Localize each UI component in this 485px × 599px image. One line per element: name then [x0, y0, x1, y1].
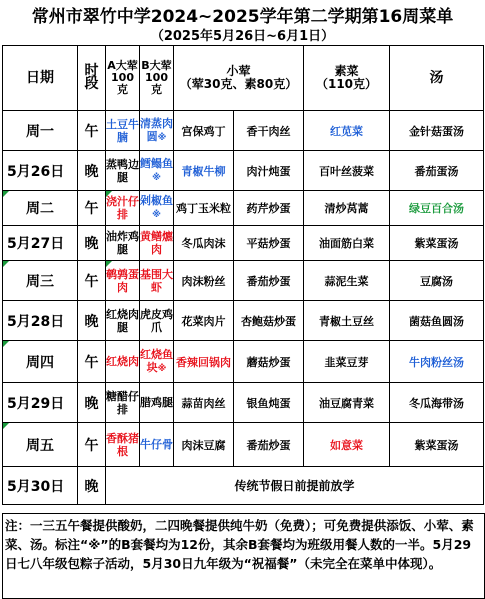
slot-lunch: 午 [78, 261, 106, 301]
tue-lunch-b [140, 191, 174, 226]
page-title: 常州市翠竹中学2024~2025学年第二学期第16周菜单 [31, 7, 454, 27]
fri-lunch-small2: 番茄炒蛋 [234, 423, 304, 467]
slot-lunch: 午 [78, 111, 106, 151]
wed-dinner-a: 红烧肉腿 [106, 301, 140, 341]
thu-dinner-veg: 油豆腐青菜 [304, 383, 390, 423]
wed-dinner-small: 花菜肉片 [174, 301, 234, 341]
header-a-meat: A大荤100克 [106, 46, 140, 111]
mon-dinner-row [3, 151, 484, 191]
thu-lunch-row [3, 341, 484, 383]
mon-lunch-a: 土豆牛腩 [106, 111, 140, 151]
header-date: 日期 [3, 46, 78, 111]
day-mon: 周一 [3, 111, 78, 151]
header-veg [304, 46, 390, 111]
wed-dinner-b: 虎皮鸡爪 [140, 301, 174, 341]
fri-lunch-small: 肉沫豆腐 [174, 423, 234, 467]
header-soup: 汤 [390, 46, 484, 111]
wed-lunch-a: 鹌鹑蛋肉 [106, 261, 140, 301]
mon-dinner-soup: 番茄蛋汤 [390, 151, 484, 191]
wed-dinner-soup: 菌菇鱼圆汤 [390, 301, 484, 341]
header-veg-label: 素菜 [334, 64, 359, 78]
slot-dinner: 晚 [78, 301, 106, 341]
thu-lunch-a: 红烧肉 [106, 341, 140, 383]
tue-dinner-veg: 油面筋白菜 [304, 226, 390, 261]
wed-dinner-small2: 杏鲍菇炒蛋 [234, 301, 304, 341]
tue-dinner-small: 冬瓜肉沫 [174, 226, 234, 261]
tue-lunch-soup: 绿豆百合汤 [390, 191, 484, 226]
thu-lunch-b-mark: ※ [157, 363, 167, 374]
tue-dinner-small2: 平菇炒蛋 [234, 226, 304, 261]
slot-dinner: 晚 [78, 226, 106, 261]
thu-lunch-b-name: 红烧鱼块 [140, 347, 173, 374]
thu-lunch-veg: 韭菜豆芽 [304, 341, 390, 383]
fri-lunch-a: 香酥猪根 [106, 423, 140, 467]
wed-lunch-small: 肉沫粉丝 [174, 261, 234, 301]
header-veg-sub: （110克） [315, 77, 378, 91]
slot-lunch: 午 [78, 423, 106, 467]
tue-dinner-soup: 紫菜蛋汤 [390, 226, 484, 261]
mon-dinner-small: 青椒牛柳 [174, 151, 234, 191]
wed-dinner-veg: 青椒土豆丝 [304, 301, 390, 341]
thu-lunch-soup: 牛肉粉丝汤 [390, 341, 484, 383]
tue-lunch-veg: 清炒莴蒿 [304, 191, 390, 226]
slot-lunch: 午 [78, 341, 106, 383]
fri-lunch-veg: 如意菜 [304, 423, 390, 467]
slot-dinner: 晚 [78, 151, 106, 191]
wed-lunch-b: 基围大虾 [140, 261, 174, 301]
tue-lunch-a: 浇汁仔排 [106, 191, 140, 226]
mon-dinner-b-name: 鳕鳎鱼 [140, 156, 173, 170]
thu-dinner-b: 腊鸡腿 [140, 383, 174, 423]
thu-dinner-a: 糖醋仔排 [106, 383, 140, 423]
footnote: 注：一三五午餐提供酸奶，二四晚餐提供纯牛奶（免费）；可免费提供添饭、小荤、素菜、汤。标注“※”的B套餐均为12份，其余B套餐均为班级用餐人数的一半。5月29日七八年级包粽子活动，5月30日九年级为“祝福餐”（未完全在菜单中体现）。 [2, 513, 485, 599]
header-small-meat-label: 小荤 [226, 64, 251, 78]
header-slot: 时段 [78, 46, 106, 111]
date-fri: 5月30日 [3, 467, 78, 505]
tue-lunch-b-mark: ※ [152, 210, 161, 220]
mon-dinner-veg: 百叶丝菠菜 [304, 151, 390, 191]
mon-dinner-b-mark: ※ [152, 172, 161, 183]
mon-lunch-row [3, 111, 484, 151]
day-tue: 周二 [3, 191, 78, 226]
mon-lunch-small: 宫保鸡丁 [174, 111, 234, 151]
tue-lunch-small: 鸡丁玉米粒 [174, 191, 234, 226]
thu-dinner-small: 蒜苗肉丝 [174, 383, 234, 423]
wed-lunch-row [3, 261, 484, 301]
slot-dinner: 晚 [78, 383, 106, 423]
tue-lunch-b-name: 剁椒鱼 [140, 194, 173, 207]
date-tue: 5月27日 [3, 226, 78, 261]
thu-dinner-small2: 银鱼炖蛋 [234, 383, 304, 423]
mon-lunch-b-name: 清蒸肉圆 [140, 116, 173, 143]
day-thu: 周四 [3, 341, 78, 383]
date-thu: 5月29日 [3, 383, 78, 423]
thu-dinner-row [3, 383, 484, 423]
date-wed: 5月28日 [3, 301, 78, 341]
fri-lunch-row [3, 423, 484, 467]
mon-dinner-a: 蒸鸭边腿 [106, 151, 140, 191]
date-mon: 5月26日 [3, 151, 78, 191]
day-fri: 周五 [3, 423, 78, 467]
wed-lunch-veg: 蒜泥生菜 [304, 261, 390, 301]
slot-dinner: 晚 [78, 467, 106, 505]
wed-lunch-small2: 番茄炒蛋 [234, 261, 304, 301]
fri-dinner-note: 传统节假日前提前放学 [106, 467, 484, 505]
tue-dinner-a: 油炸鸡腿 [106, 226, 140, 261]
mon-lunch-b-mark: ※ [157, 132, 167, 143]
header-small-meat-sub: （荤30克、素80克） [179, 77, 298, 91]
thu-lunch-small2: 蘑菇炒蛋 [234, 341, 304, 383]
mon-lunch-small2: 香干肉丝 [234, 111, 304, 151]
header-small-meat [174, 46, 304, 111]
thu-lunch-b [140, 341, 174, 383]
mon-dinner-small2: 肉汁炖蛋 [234, 151, 304, 191]
mon-dinner-b [140, 151, 174, 191]
fri-lunch-soup: 紫菜蛋汤 [390, 423, 484, 467]
wed-lunch-soup: 豆腐汤 [390, 261, 484, 301]
day-wed: 周三 [3, 261, 78, 301]
header-row [3, 46, 484, 111]
wed-dinner-row [3, 301, 484, 341]
tue-lunch-small2: 药芹炒蛋 [234, 191, 304, 226]
mon-lunch-veg: 红苋菜 [304, 111, 390, 151]
thu-lunch-small: 香辣回锅肉 [174, 341, 234, 383]
slot-lunch: 午 [78, 191, 106, 226]
menu-table [2, 45, 484, 505]
header-b-meat: B大荤100克 [140, 46, 174, 111]
page-subtitle: （2025年5月26日~6月1日） [150, 29, 335, 44]
tue-dinner-row [3, 226, 484, 261]
tue-dinner-b: 黄鳝爊肉 [140, 226, 174, 261]
thu-dinner-soup: 冬瓜海带汤 [390, 383, 484, 423]
mon-lunch-soup: 金针菇蛋汤 [390, 111, 484, 151]
mon-lunch-b [140, 111, 174, 151]
fri-dinner-row [3, 467, 484, 505]
tue-lunch-row [3, 191, 484, 226]
fri-lunch-b: 牛仔骨 [140, 423, 174, 467]
